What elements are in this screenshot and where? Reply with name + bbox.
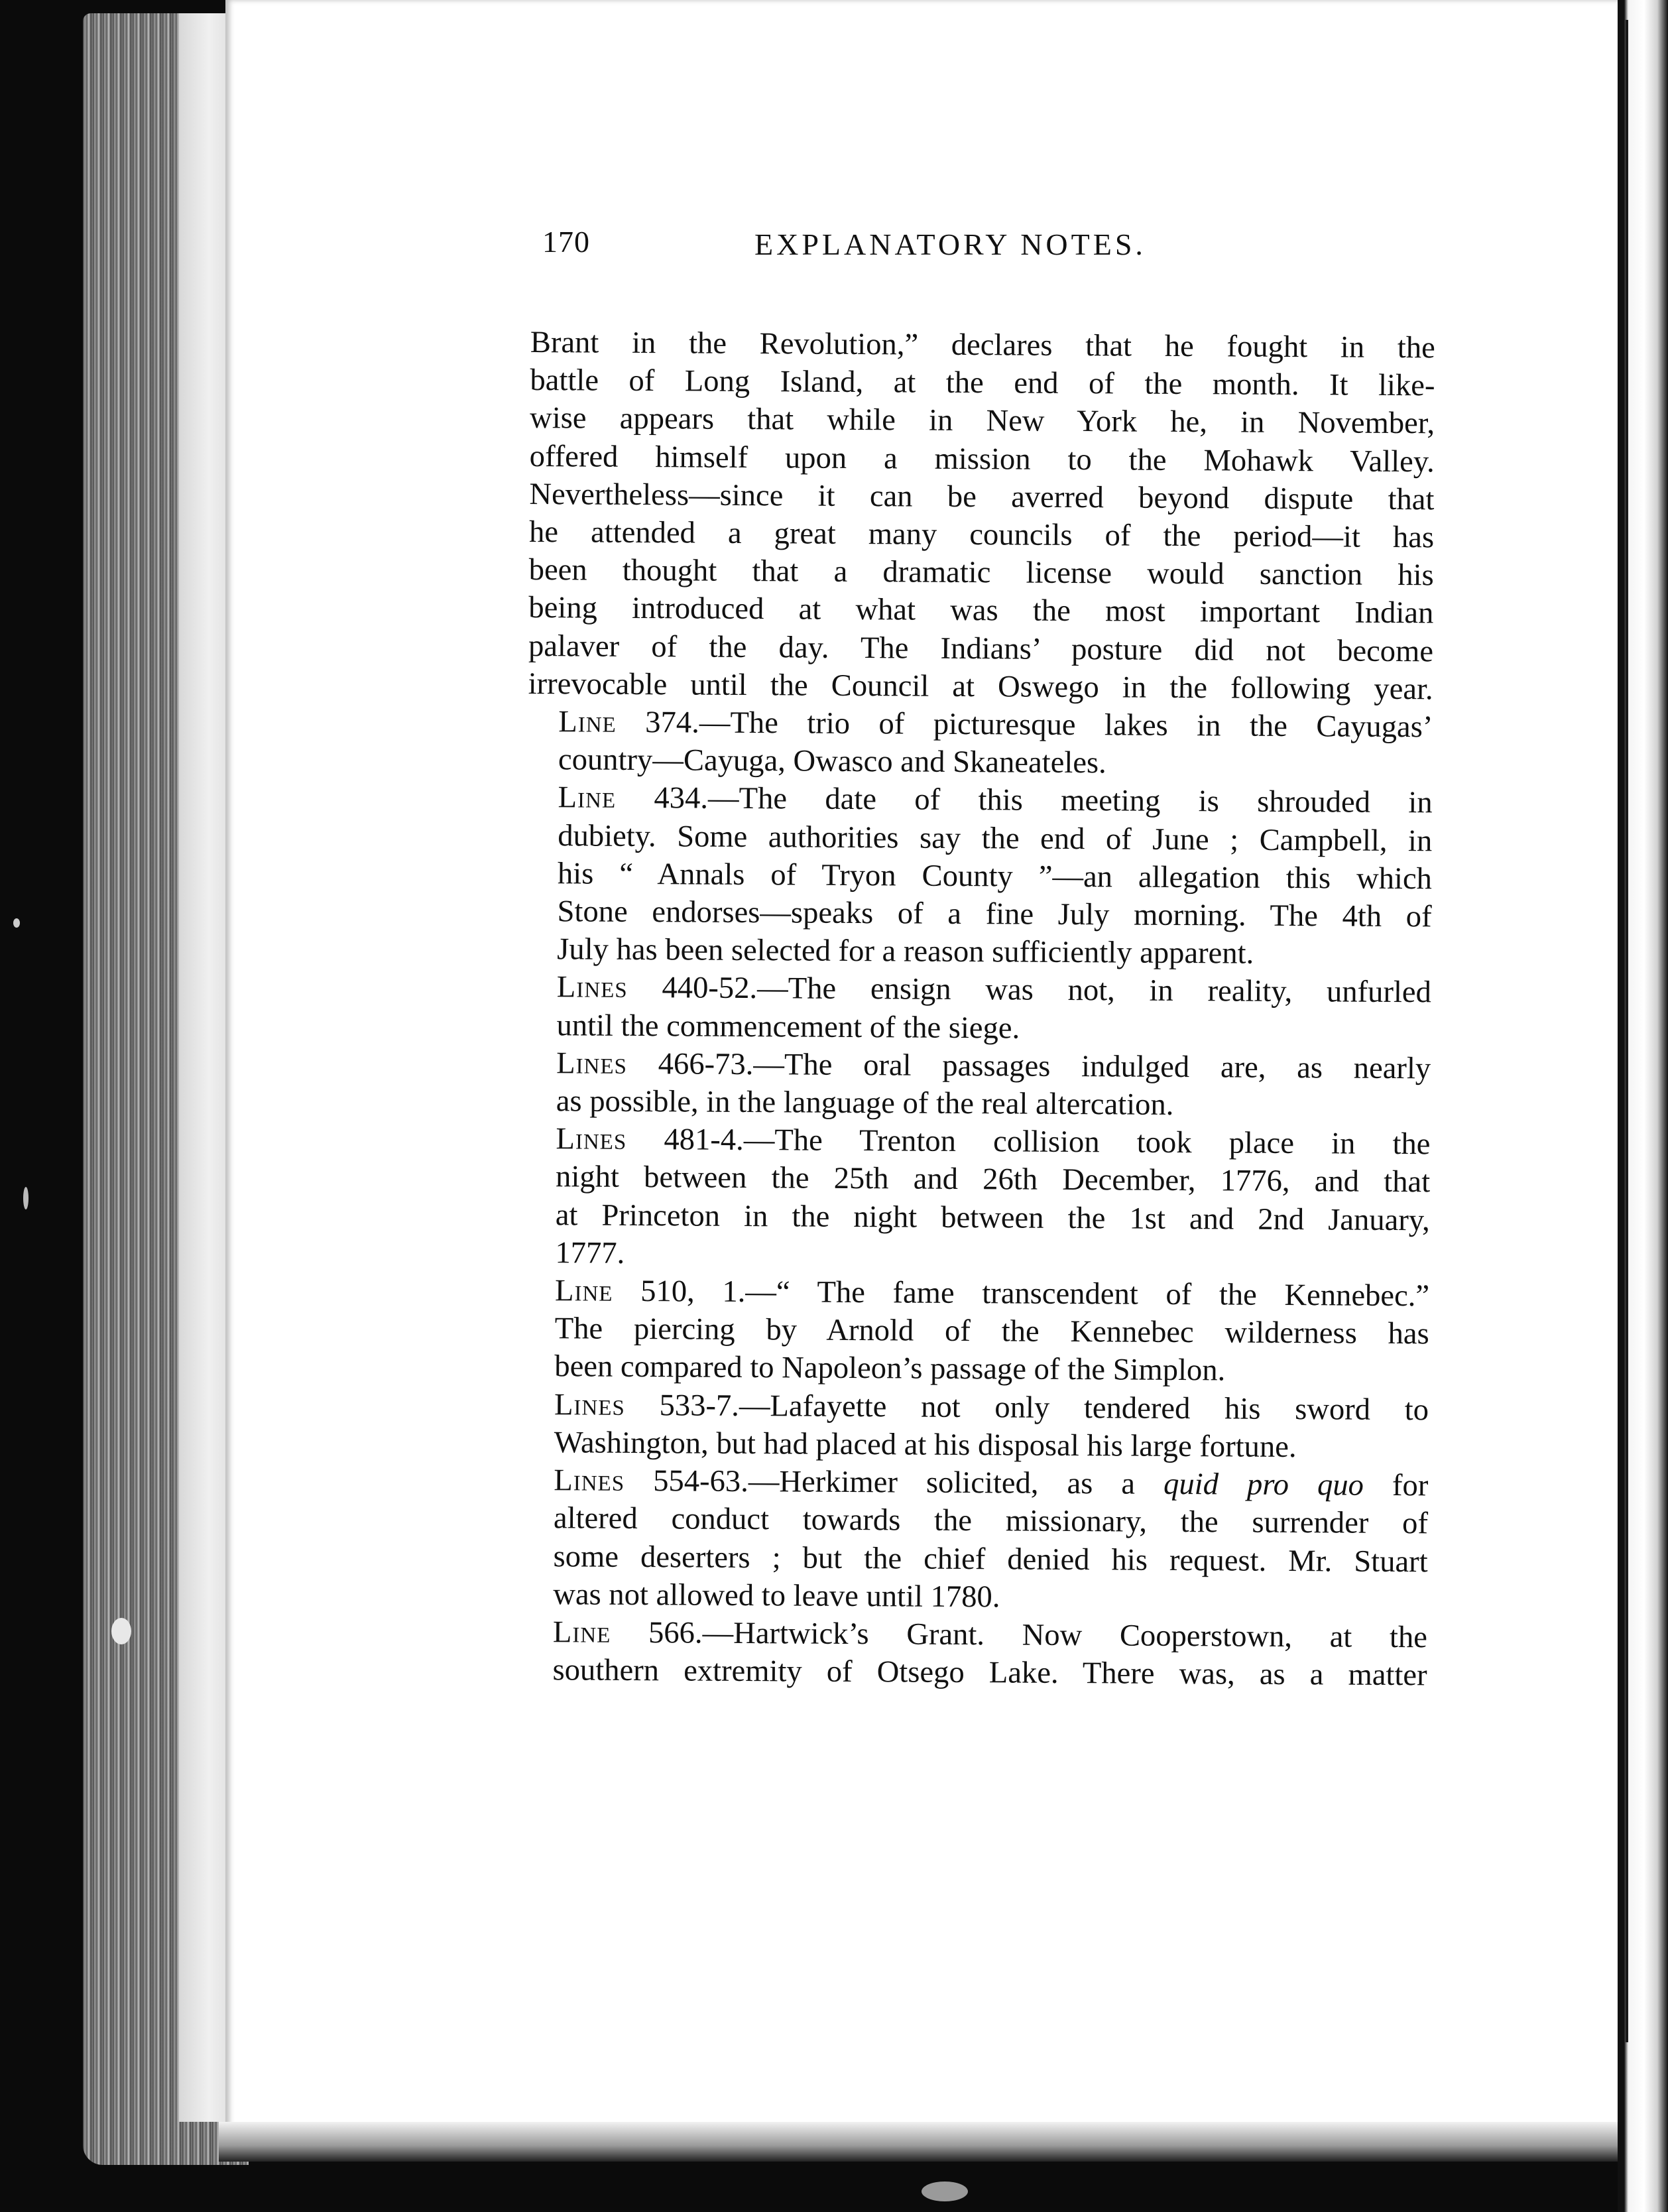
speck — [13, 918, 20, 928]
text-line: at Princeton in the night between the 1st and 2nd January, — [555, 1197, 1430, 1237]
page-bottom-shadow — [219, 2122, 1631, 2162]
text-line — [526, 968, 1431, 1012]
text-line: country—Cayuga, Owasco and Skaneateles. — [558, 742, 1106, 780]
note-label: Line — [554, 1273, 613, 1308]
text-line: being introduced at what was the most important Indian — [528, 590, 1434, 631]
speck — [922, 2181, 968, 2201]
note-line-374 — [528, 703, 1433, 784]
note-ref: 510, 1. — [640, 1274, 746, 1310]
page-body — [522, 324, 1435, 1695]
text-line: palaver of the day. The Indians’ posture did not become — [528, 628, 1434, 668]
note-ref: 481-4. — [664, 1122, 744, 1158]
note-lines-481-4 — [524, 1120, 1430, 1277]
speck — [23, 1187, 29, 1209]
italic-phrase: quid pro quo — [1163, 1466, 1364, 1503]
note-text: —The date of this meeting is shrouded in — [707, 781, 1433, 820]
note-text: —Herkimer solicited, as a — [748, 1464, 1164, 1501]
note-text: —Hartwick’s Grant. Now Cooperstown, at the — [702, 1615, 1428, 1655]
note-label: Lines — [556, 1121, 627, 1157]
note-label: Lines — [554, 1463, 625, 1498]
text-line: wise appears that while in New York he, in November, — [529, 400, 1435, 441]
text-line: southern extremity of Otsego Lake. There was, as a matter — [552, 1652, 1427, 1693]
note-ref: 440-52. — [662, 970, 758, 1006]
page-number: 170 — [542, 225, 590, 259]
gutter-line — [1626, 20, 1628, 2042]
text-line: dubiety. Some authorities say the end of June ; Campbell, in — [558, 818, 1433, 858]
text-line — [527, 778, 1432, 822]
text-line: offered himself upon a mission to the Mohawk Valley. — [529, 438, 1435, 479]
page-edges-light — [179, 13, 229, 2122]
note-text: —The Trenton collision took place in the — [743, 1123, 1431, 1162]
note-lines-533-7 — [524, 1386, 1429, 1467]
note-lines-466-73 — [526, 1044, 1431, 1126]
note-line-434 — [526, 778, 1433, 973]
note-line-566 — [522, 1613, 1427, 1695]
note-text: —The oral passages indulged are, as nearly — [753, 1046, 1431, 1086]
text-line: 1777. — [555, 1235, 625, 1270]
text-line: was not allowed to leave until 1780. — [553, 1576, 1000, 1615]
text-line — [526, 1044, 1431, 1088]
note-label: Lines — [554, 1386, 625, 1422]
note-text: —Lafayette not only tendered his sword to — [739, 1388, 1429, 1427]
paragraph-continuation — [528, 324, 1435, 708]
note-text: —“ The fame transcendent of the Kennebec.” — [745, 1274, 1430, 1314]
running-head: EXPLANATORY NOTES. — [754, 227, 1146, 261]
note-ref: 533-7. — [659, 1387, 740, 1423]
text-line: he attended a great many councils of the period—it has — [528, 515, 1435, 555]
text-line — [525, 1120, 1430, 1164]
text-line: altered conduct towards the missionary, the surrender of — [553, 1501, 1429, 1541]
text-line: until the commencement of the siege. — [556, 1007, 1020, 1046]
note-ref: 434. — [654, 780, 709, 816]
note-lines-440-52 — [526, 968, 1431, 1050]
text-line: been thought that a dramatic license would sanction his — [528, 552, 1434, 593]
text-line: Nevertheless—since it can be averred beyond dispute that — [529, 476, 1435, 517]
text-line — [524, 1386, 1429, 1430]
text-line: his “ Annals of Tryon County ”—an allegation this which — [557, 856, 1433, 896]
note-label: Lines — [556, 1046, 628, 1081]
note-text-after-italic: for — [1363, 1467, 1429, 1503]
note-ref: 466-73. — [658, 1046, 754, 1081]
text-line: July has been selected for a reason sufficiently apparent. — [557, 932, 1254, 971]
note-label: Line — [558, 704, 617, 739]
text-line: Stone endorses—speaks of a fine July morning. The 4th of — [557, 894, 1432, 934]
note-text: —The ensign was not, in reality, unfurled — [756, 971, 1432, 1010]
note-lines-554-63 — [522, 1461, 1428, 1619]
text-line: battle of Long Island, at the end of the month. It like- — [530, 363, 1435, 403]
text-line — [524, 1272, 1429, 1316]
note-label: Lines — [556, 969, 628, 1005]
text-line — [528, 703, 1433, 747]
text-line: as possible, in the language of the real altercation. — [556, 1083, 1174, 1123]
note-label: Line — [552, 1615, 611, 1650]
text-line: been compared to Napoleon’s passage of the Simplon. — [554, 1349, 1226, 1388]
text-line: some deserters ; but the chief denied his request. Mr. Stuart — [553, 1538, 1428, 1579]
note-ref: 566. — [648, 1615, 703, 1650]
text-line: Washington, but had placed at his disposal his large fortune. — [554, 1425, 1297, 1464]
text-line — [522, 1613, 1427, 1657]
text-line — [523, 1461, 1428, 1505]
text-line: Brant in the Revolution,” declares that he fought in the — [530, 324, 1435, 365]
page-header — [542, 224, 1668, 284]
note-line-510-1 — [524, 1272, 1429, 1391]
note-ref: 554-63. — [653, 1463, 748, 1499]
note-text: —The trio of picturesque lakes in the Cayugas’ — [699, 705, 1433, 745]
text-line: irrevocable until the Council at Oswego in the following year. — [528, 666, 1433, 707]
speck — [111, 1618, 131, 1644]
note-label: Line — [558, 780, 617, 816]
text-line: The piercing by Arnold of the Kennebec wilderness has — [554, 1311, 1429, 1351]
text-line: night between the 25th and 26th December, 1776, and that — [555, 1159, 1431, 1199]
note-ref: 374. — [645, 705, 699, 740]
